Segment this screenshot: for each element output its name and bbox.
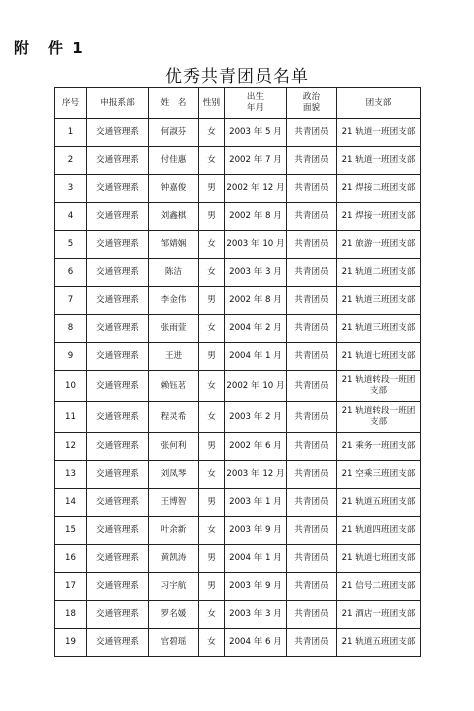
row-dept: 交通管理系 bbox=[87, 601, 149, 629]
row-number: 1 bbox=[55, 119, 87, 147]
row-birth: 2003 年 1 月 bbox=[225, 489, 287, 517]
header-no: 序号 bbox=[55, 88, 87, 119]
row-branch: 21 焊接二班团支部 bbox=[337, 175, 421, 203]
row-political: 共青团员 bbox=[287, 601, 337, 629]
table-header bbox=[55, 88, 421, 119]
table-row bbox=[55, 433, 421, 461]
header-name: 姓 名 bbox=[149, 88, 199, 119]
row-birth: 2003 年 12 月 bbox=[225, 461, 287, 489]
row-birth: 2003 年 2 月 bbox=[225, 402, 287, 433]
row-branch-line: 支部 bbox=[369, 386, 388, 396]
table-row bbox=[55, 545, 421, 573]
row-dept: 交通管理系 bbox=[87, 402, 149, 433]
row-political: 共青团员 bbox=[287, 175, 337, 203]
row-gender: 女 bbox=[199, 461, 225, 489]
row-dept: 交通管理系 bbox=[87, 573, 149, 601]
table-row bbox=[55, 343, 421, 371]
row-political: 共青团员 bbox=[287, 629, 337, 657]
row-branch: 21 轨道七班团支部 bbox=[337, 343, 421, 371]
header-political bbox=[287, 88, 337, 119]
header-branch: 团支部 bbox=[337, 88, 421, 119]
row-name: 陈洁 bbox=[149, 259, 199, 287]
row-birth: 2004 年 6 月 bbox=[225, 629, 287, 657]
row-political: 共青团员 bbox=[287, 147, 337, 175]
table-row bbox=[55, 259, 421, 287]
row-birth: 2003 年 5 月 bbox=[225, 119, 287, 147]
row-branch-line: 21 轨道转段一班团 bbox=[341, 375, 416, 385]
row-name: 赖钰茗 bbox=[149, 371, 199, 402]
row-gender: 女 bbox=[199, 601, 225, 629]
row-number: 4 bbox=[55, 203, 87, 231]
row-branch-line: 21 轨道转段一班团 bbox=[341, 406, 416, 416]
row-name: 叶余新 bbox=[149, 517, 199, 545]
header-birth-line2: 年月 bbox=[246, 103, 265, 113]
row-birth: 2003 年 10 月 bbox=[225, 231, 287, 259]
row-gender: 女 bbox=[199, 629, 225, 657]
row-gender: 女 bbox=[199, 517, 225, 545]
row-birth: 2004 年 2 月 bbox=[225, 315, 287, 343]
row-birth: 2003 年 3 月 bbox=[225, 601, 287, 629]
row-name: 官碧瑶 bbox=[149, 629, 199, 657]
row-birth: 2002 年 12 月 bbox=[225, 175, 287, 203]
row-number: 18 bbox=[55, 601, 87, 629]
row-name: 张何利 bbox=[149, 433, 199, 461]
row-gender: 女 bbox=[199, 231, 225, 259]
row-branch: 21 信号二班团支部 bbox=[337, 573, 421, 601]
table-row bbox=[55, 231, 421, 259]
table-row bbox=[55, 287, 421, 315]
row-dept: 交通管理系 bbox=[87, 147, 149, 175]
row-number: 11 bbox=[55, 402, 87, 433]
table-row bbox=[55, 371, 421, 402]
row-political: 共青团员 bbox=[287, 573, 337, 601]
header-birth bbox=[225, 88, 287, 119]
row-dept: 交通管理系 bbox=[87, 287, 149, 315]
row-number: 16 bbox=[55, 545, 87, 573]
row-birth: 2004 年 1 月 bbox=[225, 343, 287, 371]
row-political: 共青团员 bbox=[287, 203, 337, 231]
row-number: 13 bbox=[55, 461, 87, 489]
row-number: 5 bbox=[55, 231, 87, 259]
row-gender: 男 bbox=[199, 573, 225, 601]
row-name: 钟嘉俊 bbox=[149, 175, 199, 203]
honor-list-table bbox=[54, 87, 421, 657]
row-dept: 交通管理系 bbox=[87, 231, 149, 259]
row-political: 共青团员 bbox=[287, 231, 337, 259]
row-political: 共青团员 bbox=[287, 489, 337, 517]
row-branch: 21 轨道三班团支部 bbox=[337, 287, 421, 315]
table-row bbox=[55, 517, 421, 545]
header-political-line1: 政治 bbox=[302, 92, 321, 102]
row-birth: 2003 年 9 月 bbox=[225, 573, 287, 601]
row-birth: 2003 年 3 月 bbox=[225, 259, 287, 287]
row-name: 刘凤琴 bbox=[149, 461, 199, 489]
table-row bbox=[55, 119, 421, 147]
row-branch bbox=[337, 402, 421, 433]
row-branch: 21 焊接一班团支部 bbox=[337, 203, 421, 231]
row-number: 10 bbox=[55, 371, 87, 402]
row-birth: 2003 年 9 月 bbox=[225, 517, 287, 545]
row-political: 共青团员 bbox=[287, 259, 337, 287]
row-dept: 交通管理系 bbox=[87, 545, 149, 573]
table-row bbox=[55, 315, 421, 343]
row-number: 17 bbox=[55, 573, 87, 601]
row-branch: 21 轨道四班团支部 bbox=[337, 517, 421, 545]
table-row bbox=[55, 601, 421, 629]
row-dept: 交通管理系 bbox=[87, 343, 149, 371]
row-political: 共青团员 bbox=[287, 287, 337, 315]
row-dept: 交通管理系 bbox=[87, 175, 149, 203]
row-branch: 21 轨道五班团支部 bbox=[337, 489, 421, 517]
table-row bbox=[55, 203, 421, 231]
row-branch-line: 支部 bbox=[369, 417, 388, 427]
row-gender: 女 bbox=[199, 371, 225, 402]
row-gender: 男 bbox=[199, 433, 225, 461]
row-name: 习宇航 bbox=[149, 573, 199, 601]
row-number: 9 bbox=[55, 343, 87, 371]
row-birth: 2002 年 10 月 bbox=[225, 371, 287, 402]
row-number: 12 bbox=[55, 433, 87, 461]
row-political: 共青团员 bbox=[287, 517, 337, 545]
table-row bbox=[55, 573, 421, 601]
row-name: 程灵希 bbox=[149, 402, 199, 433]
row-gender: 女 bbox=[199, 147, 225, 175]
row-gender: 男 bbox=[199, 545, 225, 573]
row-dept: 交通管理系 bbox=[87, 119, 149, 147]
row-political: 共青团员 bbox=[287, 402, 337, 433]
row-name: 刘鑫棋 bbox=[149, 203, 199, 231]
row-number: 14 bbox=[55, 489, 87, 517]
row-gender: 男 bbox=[199, 287, 225, 315]
row-branch: 21 乘务一班团支部 bbox=[337, 433, 421, 461]
row-branch: 21 轨道二班团支部 bbox=[337, 259, 421, 287]
table-row bbox=[55, 629, 421, 657]
row-branch: 21 轨道一班团支部 bbox=[337, 147, 421, 175]
row-political: 共青团员 bbox=[287, 461, 337, 489]
row-name: 王博智 bbox=[149, 489, 199, 517]
row-gender: 女 bbox=[199, 259, 225, 287]
row-name: 何淑芬 bbox=[149, 119, 199, 147]
table-row bbox=[55, 402, 421, 433]
row-political: 共青团员 bbox=[287, 371, 337, 402]
row-gender: 男 bbox=[199, 175, 225, 203]
row-gender: 男 bbox=[199, 203, 225, 231]
row-name: 罗名媛 bbox=[149, 601, 199, 629]
row-gender: 男 bbox=[199, 343, 225, 371]
row-number: 8 bbox=[55, 315, 87, 343]
header-gender: 性别 bbox=[199, 88, 225, 119]
row-number: 19 bbox=[55, 629, 87, 657]
header-dept: 申报系部 bbox=[87, 88, 149, 119]
row-dept: 交通管理系 bbox=[87, 371, 149, 402]
row-name: 张雨萱 bbox=[149, 315, 199, 343]
row-dept: 交通管理系 bbox=[87, 461, 149, 489]
row-branch: 21 轨道五班团支部 bbox=[337, 629, 421, 657]
row-name: 付佳惠 bbox=[149, 147, 199, 175]
table-row bbox=[55, 461, 421, 489]
row-birth: 2002 年 8 月 bbox=[225, 203, 287, 231]
row-gender: 女 bbox=[199, 119, 225, 147]
attachment-label: 附 件 1 bbox=[14, 39, 85, 57]
row-birth: 2002 年 7 月 bbox=[225, 147, 287, 175]
row-number: 6 bbox=[55, 259, 87, 287]
row-branch: 21 轨道三班团支部 bbox=[337, 315, 421, 343]
row-name: 李金伟 bbox=[149, 287, 199, 315]
row-political: 共青团员 bbox=[287, 545, 337, 573]
table-row bbox=[55, 147, 421, 175]
header-birth-line1: 出生 bbox=[246, 92, 265, 102]
row-dept: 交通管理系 bbox=[87, 203, 149, 231]
row-political: 共青团员 bbox=[287, 315, 337, 343]
row-branch: 21 轨道一班团支部 bbox=[337, 119, 421, 147]
row-dept: 交通管理系 bbox=[87, 629, 149, 657]
row-gender: 女 bbox=[199, 315, 225, 343]
row-name: 邹婧娴 bbox=[149, 231, 199, 259]
row-number: 7 bbox=[55, 287, 87, 315]
row-branch: 21 酒店一班团支部 bbox=[337, 601, 421, 629]
table-row bbox=[55, 175, 421, 203]
row-branch bbox=[337, 371, 421, 402]
row-number: 2 bbox=[55, 147, 87, 175]
row-birth: 2004 年 1 月 bbox=[225, 545, 287, 573]
row-name: 黄凯涛 bbox=[149, 545, 199, 573]
row-branch: 21 空乘三班团支部 bbox=[337, 461, 421, 489]
row-gender: 男 bbox=[199, 489, 225, 517]
row-political: 共青团员 bbox=[287, 343, 337, 371]
row-name: 王进 bbox=[149, 343, 199, 371]
row-birth: 2002 年 6 月 bbox=[225, 433, 287, 461]
row-number: 15 bbox=[55, 517, 87, 545]
table-body bbox=[55, 119, 421, 657]
table-row bbox=[55, 489, 421, 517]
row-dept: 交通管理系 bbox=[87, 433, 149, 461]
row-dept: 交通管理系 bbox=[87, 517, 149, 545]
row-political: 共青团员 bbox=[287, 119, 337, 147]
row-dept: 交通管理系 bbox=[87, 315, 149, 343]
row-birth: 2002 年 8 月 bbox=[225, 287, 287, 315]
row-political: 共青团员 bbox=[287, 433, 337, 461]
row-branch: 21 轨道七班团支部 bbox=[337, 545, 421, 573]
header-political-line2: 面貌 bbox=[302, 103, 321, 113]
row-gender: 女 bbox=[199, 402, 225, 433]
row-dept: 交通管理系 bbox=[87, 489, 149, 517]
row-branch: 21 旅游一班团支部 bbox=[337, 231, 421, 259]
row-dept: 交通管理系 bbox=[87, 259, 149, 287]
row-number: 3 bbox=[55, 175, 87, 203]
page-title: 优秀共青团员名单 bbox=[165, 67, 309, 87]
